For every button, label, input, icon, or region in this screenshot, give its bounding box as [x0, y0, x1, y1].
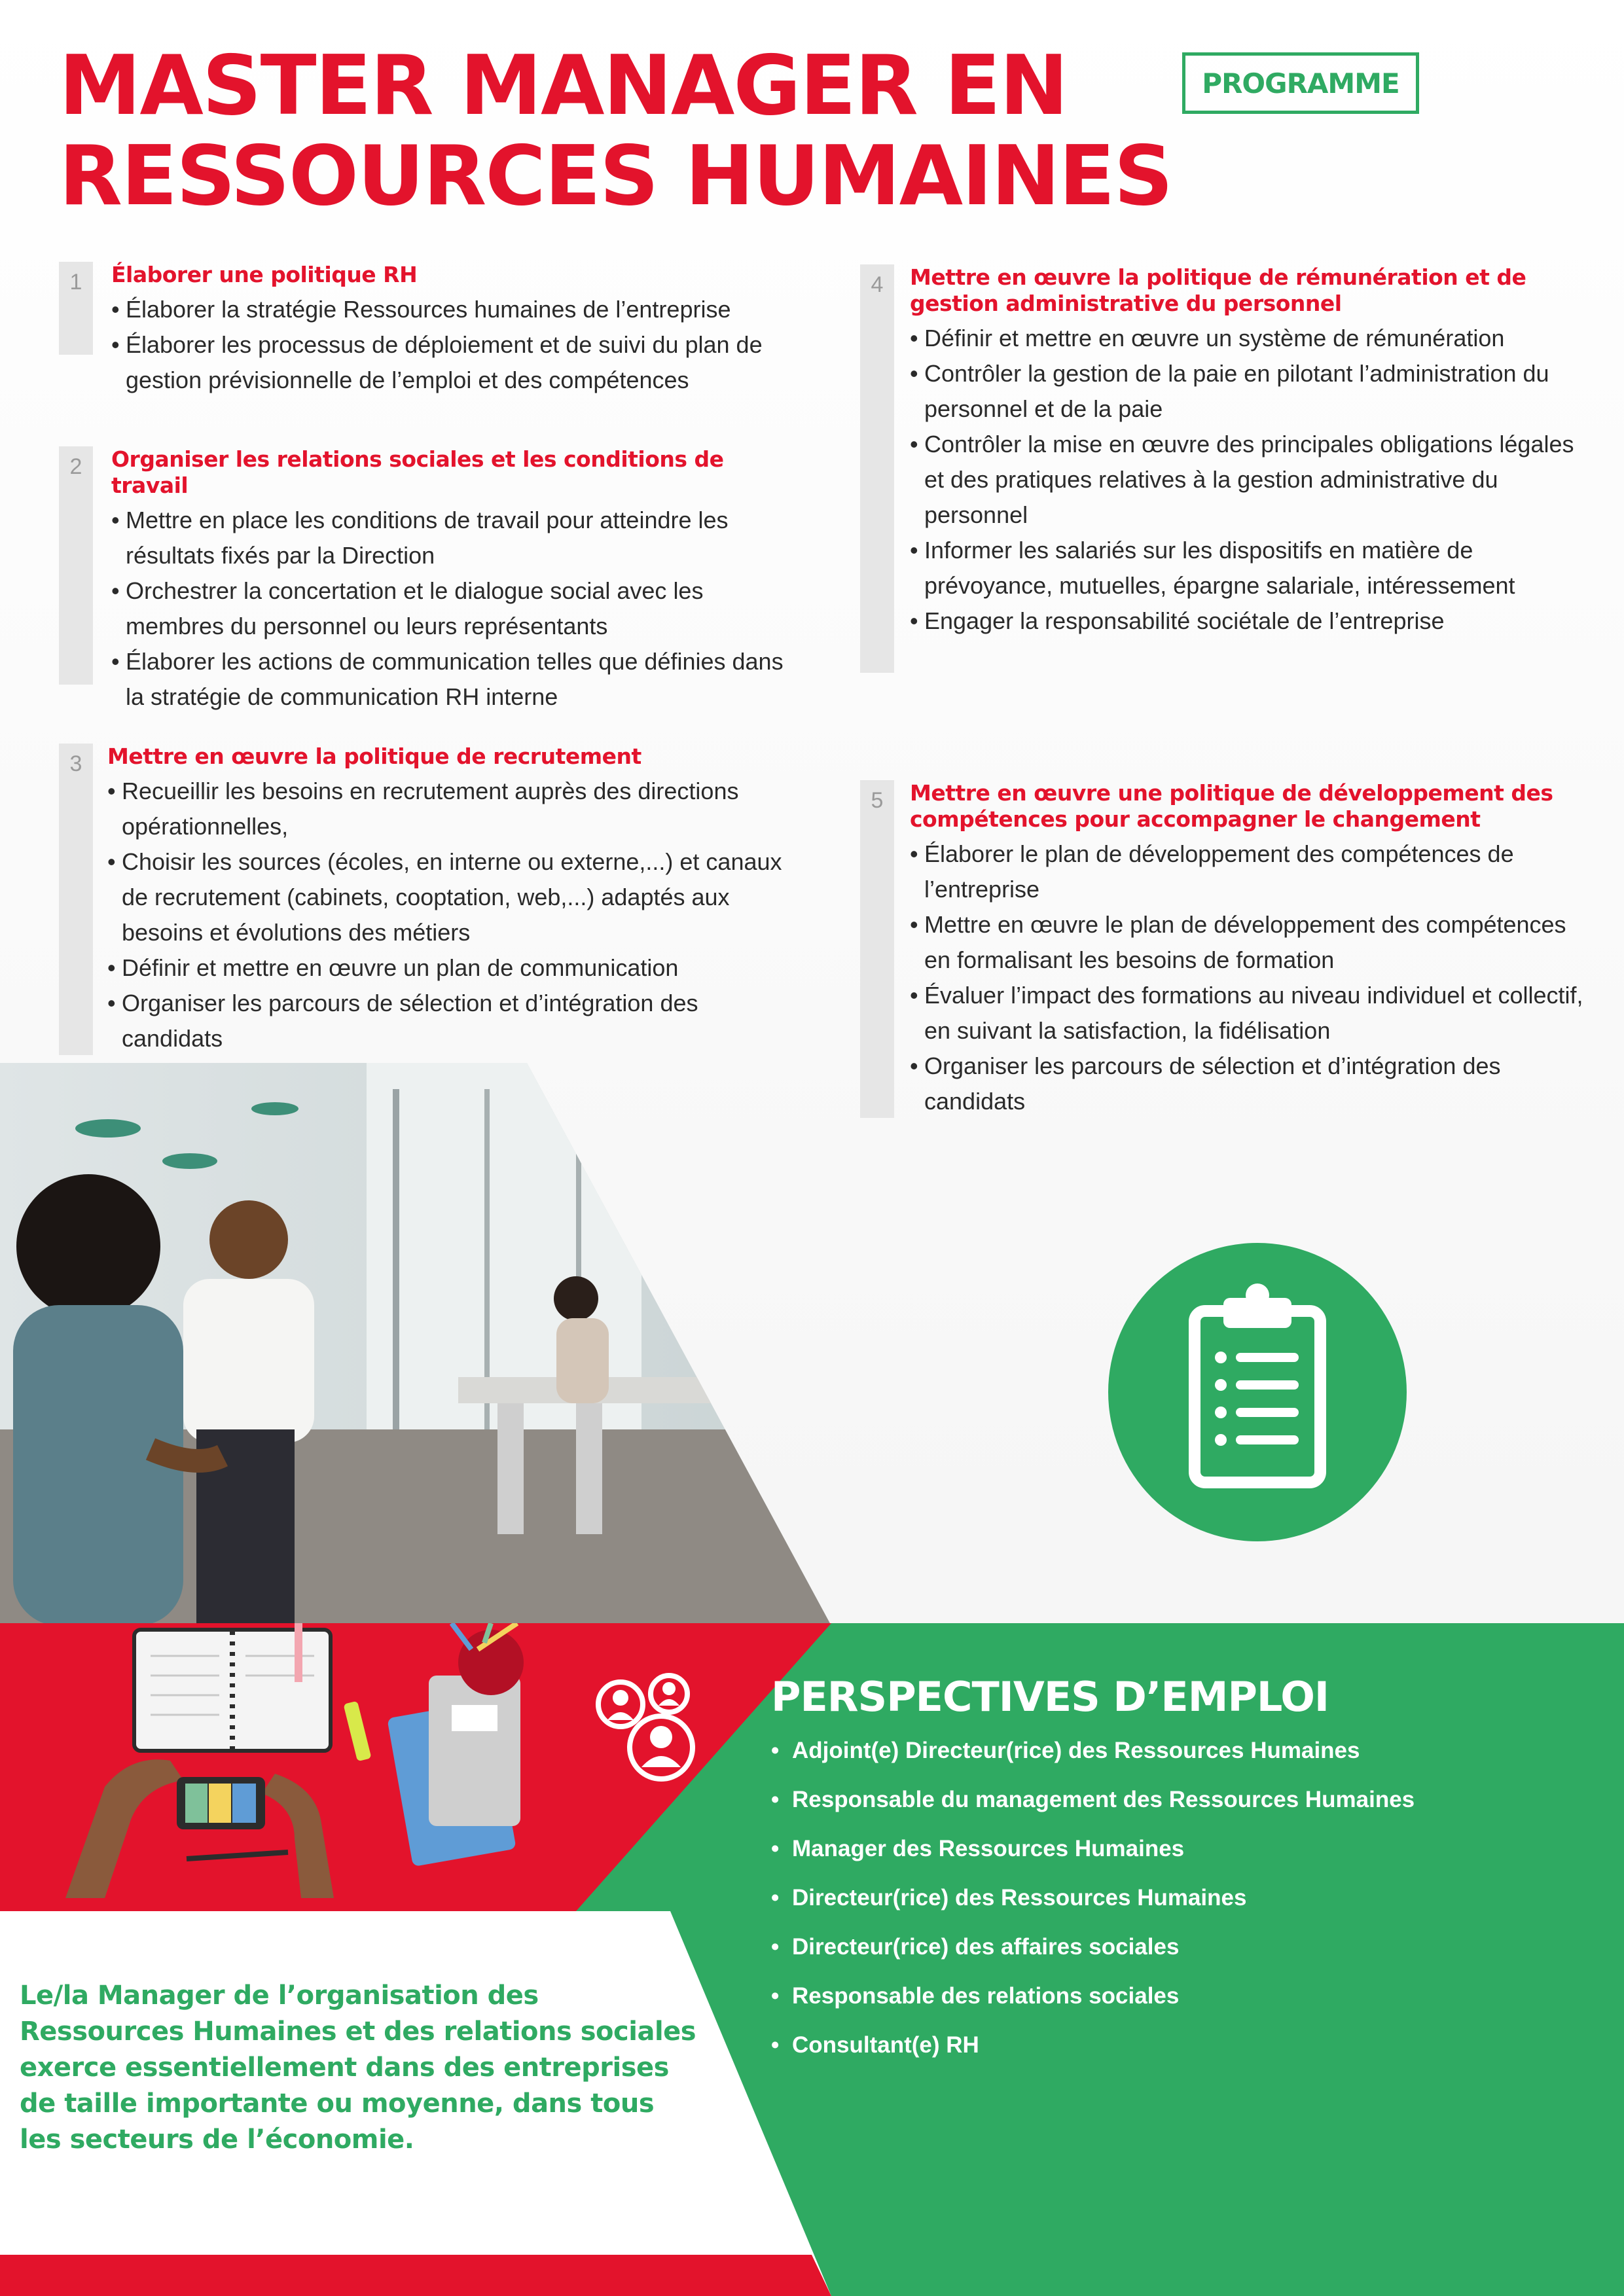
list-item: • Définir et mettre en œuvre un plan de communication — [107, 950, 799, 986]
title-line-2: RESSOURCES HUMAINES — [59, 128, 1172, 224]
perspectives-list — [771, 1734, 1415, 2078]
list-item: • Orchestrer la concertation et le dialogue social avec les membres du personnel ou leurs représentants — [111, 573, 799, 644]
section-title: Mettre en œuvre la politique de recrutement — [107, 744, 641, 769]
list-item: • Évaluer l’impact des formations au niveau individuel et collectif, en suivant la satisfaction, la fidélisation — [910, 978, 1593, 1049]
list-item: • Contrôler la mise en œuvre des principales obligations légales et des pratiques relatives à la gestion administrative du personnel — [910, 427, 1593, 533]
list-item: • Adjoint(e) Directeur(rice) des Ressources Humaines — [771, 1734, 1415, 1784]
section-number-bar — [860, 780, 894, 1118]
list-item: • Élaborer la stratégie Ressources humaines de l’entreprise — [111, 292, 799, 327]
page-title — [59, 37, 1172, 224]
list-item: • Recueillir les besoins en recrutement auprès des directions opérationnelles, — [107, 774, 799, 844]
list-item: • Mettre en place les conditions de travail pour atteindre les résultats fixés par la Direction — [111, 503, 799, 573]
list-item: • Élaborer le plan de développement des compétences de l’entreprise — [910, 836, 1593, 907]
list-item: • Directeur(rice) des affaires sociales — [771, 1931, 1415, 1980]
title-line-1: MASTER MANAGER EN — [59, 37, 1068, 134]
section-number: 3 — [69, 751, 82, 776]
section-number: 2 — [69, 454, 82, 479]
list-item: • Informer les salariés sur les dispositifs en matière de prévoyance, mutuelles, épargne salariale, intéressement — [910, 533, 1593, 603]
list-item: • Contrôler la gestion de la paie en pilotant l’administration du personnel et de la paie — [910, 356, 1593, 427]
list-item: • Directeur(rice) des Ressources Humaines — [771, 1882, 1415, 1931]
section-number: 4 — [871, 272, 884, 297]
section-title: Mettre en œuvre la politique de rémunération et de gestion administrative du personnel — [910, 264, 1526, 316]
list-item: • Définir et mettre en œuvre un système de rémunération — [910, 321, 1593, 356]
section-items — [111, 292, 799, 398]
section-title: Élaborer une politique RH — [111, 262, 418, 287]
list-item: • Choisir les sources (écoles, en interne ou externe,...) et canaux de recrutement (cabinets, cooptation, web,...) adaptés aux besoins et évolutions des métiers — [107, 844, 799, 950]
section-title: Organiser les relations sociales et les conditions de travail — [111, 446, 724, 498]
section-items — [910, 321, 1593, 639]
section-4 — [860, 264, 1593, 639]
list-item: • Engager la responsabilité sociétale de l’entreprise — [910, 603, 1593, 639]
list-item: • Élaborer les processus de déploiement et de suivi du plan de gestion prévisionnelle de l’emploi et des compétences — [111, 327, 799, 398]
programme-badge: PROGRAMME — [1182, 52, 1419, 114]
section-1 — [59, 262, 799, 398]
section-5 — [860, 780, 1593, 1119]
list-item: • Organiser les parcours de sélection et d’intégration des candidats — [910, 1049, 1593, 1119]
perspectives-title: PERSPECTIVES D’EMPLOI — [771, 1673, 1329, 1721]
section-number: 5 — [871, 788, 884, 813]
list-item: • Consultant(e) RH — [771, 2029, 1415, 2078]
section-items — [107, 774, 799, 1056]
office-meeting-photo — [0, 1063, 831, 1626]
desk-illustration — [59, 1623, 569, 1911]
people-network-icon — [590, 1668, 708, 1785]
section-items — [111, 503, 799, 715]
section-number-bar — [59, 446, 93, 685]
section-title: Mettre en œuvre une politique de développement des compétences pour accompagner le changement — [910, 780, 1553, 832]
section-3 — [59, 744, 799, 1056]
section-2 — [59, 446, 799, 715]
section-number-bar — [860, 264, 894, 673]
career-description: Le/la Manager de l’organisation des Ressources Humaines et des relations sociales exerce essentiellement dans des entreprises de taille importante ou moyenne, dans tous les secteurs de l’économie. — [20, 1981, 696, 2155]
section-number: 1 — [69, 270, 82, 295]
section-items — [910, 836, 1593, 1119]
clipboard-checklist-icon — [1108, 1243, 1407, 1541]
list-item: • Mettre en œuvre le plan de développement des compétences en formalisant les besoins de formation — [910, 907, 1593, 978]
list-item: • Élaborer les actions de communication telles que définies dans la stratégie de communication RH interne — [111, 644, 799, 715]
list-item: • Organiser les parcours de sélection et d’intégration des candidats — [107, 986, 799, 1056]
list-item: • Manager des Ressources Humaines — [771, 1833, 1415, 1882]
section-number-bar — [59, 744, 93, 1055]
list-item: • Responsable du management des Ressources Humaines — [771, 1784, 1415, 1833]
list-item: • Responsable des relations sociales — [771, 1980, 1415, 2029]
